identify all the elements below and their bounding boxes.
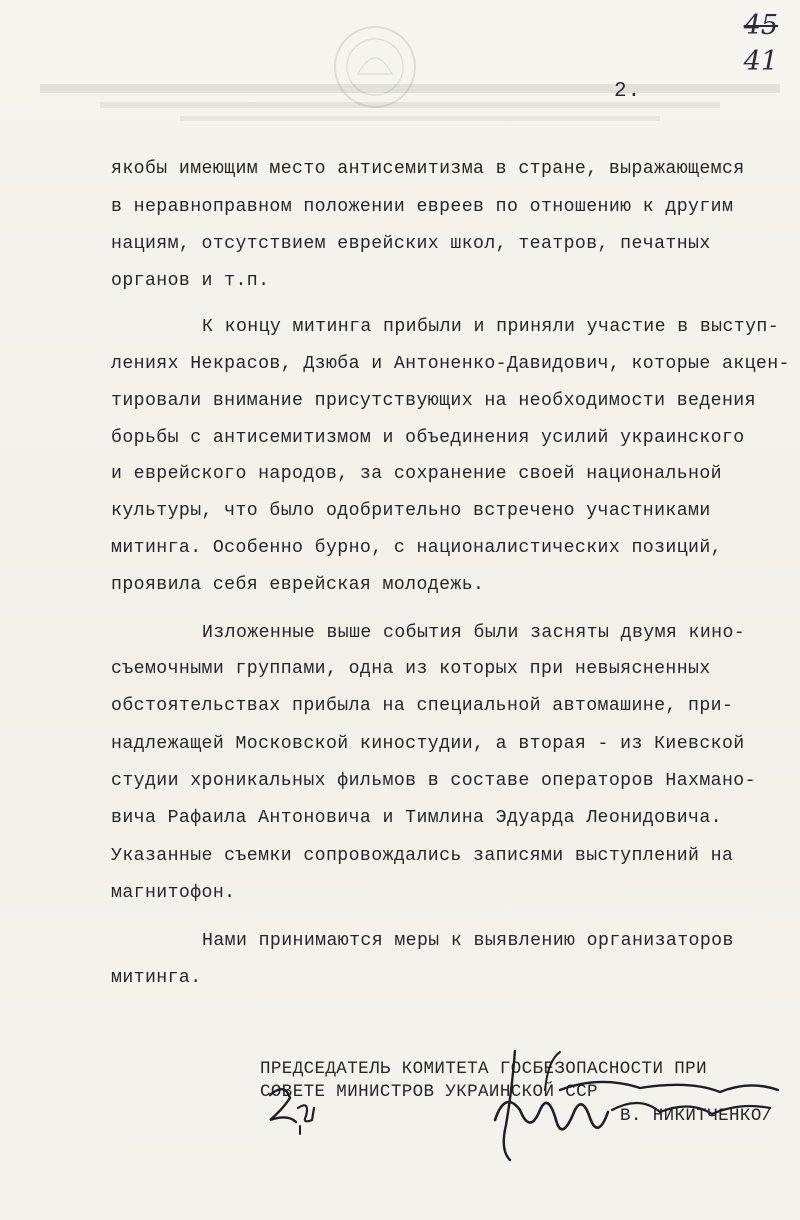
text-line: митинга.: [111, 968, 202, 988]
archive-sheet-number-crossed: 45: [743, 10, 778, 41]
signatory-title-line-1: ПРЕДСЕДАТЕЛЬ КОМИТЕТА ГОСБЕЗОПАСНОСТИ ПРИ: [260, 1059, 707, 1079]
text-line: Нами принимаются меры к выявлению организаторов: [202, 931, 734, 951]
text-line: Указанные съемки сопровождались записями выступлений на: [111, 846, 734, 866]
text-line: вича Рафаила Антоновича и Тимлина Эдуарда Леонидовича.: [111, 808, 722, 828]
text-line: в неравноправном положении евреев по отношению к другим: [111, 197, 734, 217]
text-line: нациям, отсутствием еврейских школ, театров, печатных: [111, 234, 711, 254]
page-number: 2.: [614, 80, 642, 103]
text-line: культуры, что было одобрительно встречено участниками: [111, 501, 711, 521]
text-line: митинга. Особенно бурно, с националистических позиций,: [111, 538, 722, 558]
signature-block: [0, 1050, 800, 1220]
handwritten-signature: [0, 1050, 800, 1220]
text-line: студии хроникальных фильмов в составе операторов Нахмано-: [111, 771, 756, 791]
text-line: якобы имеющим место антисемитизма в стране, выражающемся: [111, 159, 745, 179]
text-line: лениях Некрасов, Дзюба и Антоненко-Давидович, которые акцен-: [111, 354, 790, 374]
text-line: магнитофон.: [111, 883, 236, 903]
text-line: проявила себя еврейская молодежь.: [111, 575, 485, 595]
archive-sheet-number: 41: [743, 46, 778, 77]
text-line: съемочными группами, одна из которых при невыясненных: [111, 659, 711, 679]
text-line: обстоятельствах прибыла на специальной автомашине, при-: [111, 696, 734, 716]
text-line: и еврейского народов, за сохранение своей национальной: [111, 464, 722, 484]
text-line: надлежащей Московской киностудии, а вторая - из Киевской: [111, 734, 745, 754]
text-line: Изложенные выше события были засняты двумя кино-: [202, 623, 746, 643]
text-line: тировали внимание присутствующих на необходимости ведения: [111, 391, 756, 411]
signatory-title-line-2: СОВЕТЕ МИНИСТРОВ УКРАИНСКОЙ ССР: [260, 1082, 598, 1102]
text-line: борьбы с антисемитизмом и объединения усилий украинского: [111, 428, 745, 448]
signatory-name: В. НИКИТЧЕНКО/: [620, 1106, 773, 1126]
text-line: К концу митинга прибыли и приняли участие в выступ-: [202, 317, 780, 337]
text-line: органов и т.п.: [111, 271, 270, 291]
